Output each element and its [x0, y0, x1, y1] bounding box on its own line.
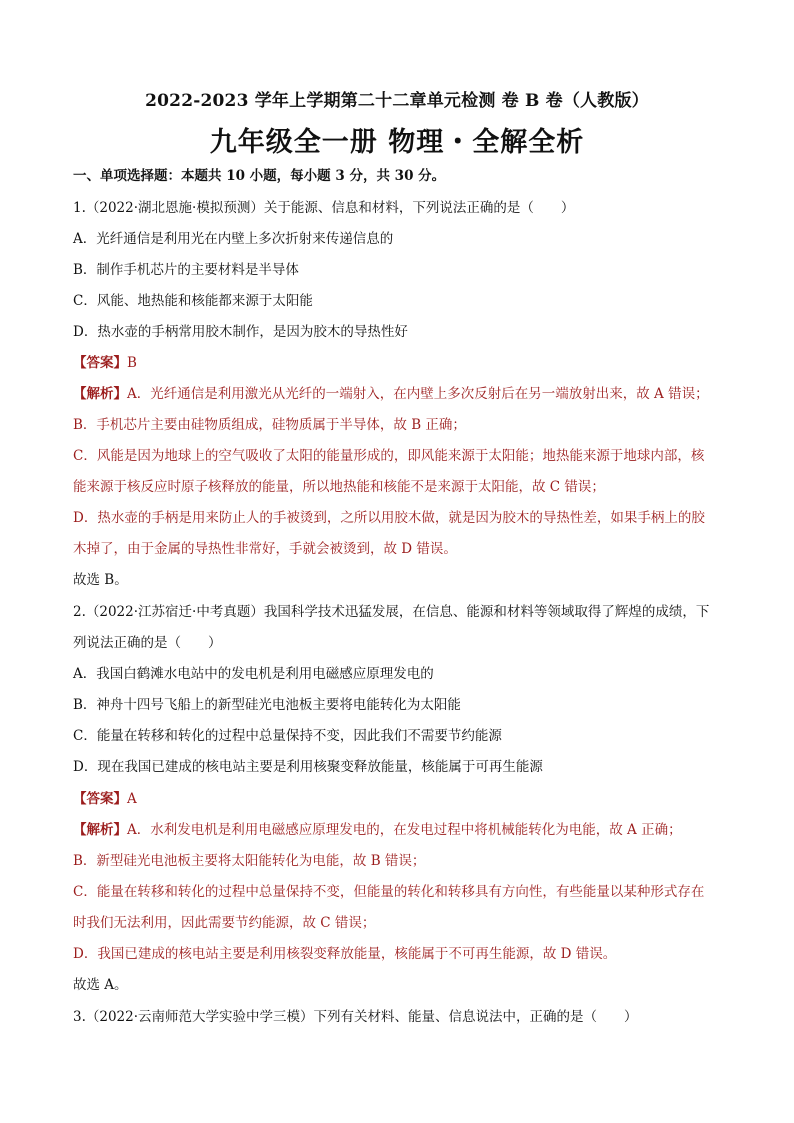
question-1-analysis-line: B．手机芯片主要由硅物质组成，硅物质属于半导体，故 B 正确； [73, 417, 466, 433]
question-1-option-a: A．光纤通信是利用光在内壁上多次折射来传递信息的 [73, 231, 394, 247]
question-1-option-b: B．制作手机芯片的主要材料是半导体 [73, 262, 299, 278]
question-1-analysis-line: D．热水壶的手柄是用来防止人的手被烫到，之所以用胶木做，就是因为胶木的导热性差，如果手柄上的胶 [73, 510, 705, 526]
answer-label: 【答案】 [73, 355, 127, 371]
question-2-option-d: D．现在我国已建成的核电站主要是利用核聚变释放能量，核能属于可再生能源 [73, 759, 543, 775]
question-1-analysis-line: 能来源于核反应时原子核释放的能量，所以地热能和核能不是来源于太阳能，故 C 错误； [73, 479, 605, 495]
question-2-option-a: A．我国白鹤滩水电站中的发电机是利用电磁感应原理发电的 [73, 666, 434, 682]
answer-value: B [127, 355, 137, 371]
question-1-analysis-line [73, 384, 729, 404]
question-1-answer [73, 353, 729, 373]
answer-label: 【答案】 [73, 791, 127, 807]
question-1-option-c: C．风能、地热能和核能都来源于太阳能 [73, 293, 313, 309]
question-1-option-d: D．热水壶的手柄常用胶木制作，是因为胶木的导热性好 [73, 324, 408, 340]
analysis-text: A．水利发电机是利用电磁感应原理发电的，在发电过程中将机械能转化为电能，故 A 正确； [127, 822, 682, 838]
question-2-analysis-line [73, 820, 729, 840]
section-heading: 一、单项选择题：本题共 10 小题，每小题 3 分，共 30 分。 [73, 168, 446, 184]
question-2-stem: 列说法正确的是（ ） [73, 635, 222, 651]
analysis-label: 【解析】 [73, 822, 127, 838]
question-2-option-b: B．神舟十四号飞船上的新型硅光电池板主要将电能转化为太阳能 [73, 697, 461, 713]
question-1-analysis-line: 木掉了，由于金属的导热性非常好，手就会被烫到，故 D 错误。 [73, 541, 457, 557]
question-3-stem: 3.（2022·云南师范大学实验中学三模）下列有关材料、能量、信息说法中，正确的是（ ） [73, 1009, 638, 1025]
question-1-conclusion: 故选 B。 [73, 572, 128, 588]
question-1-stem: 1.（2022·湖北恩施·模拟预测）关于能源、信息和材料，下列说法正确的是（ ） [73, 200, 575, 216]
document-title: 2022-2023 学年上学期第二十二章单元检测 卷 B 卷（人教版） [145, 91, 649, 111]
analysis-text: A．光纤通信是利用激光从光纤的一端射入，在内壁上多次反射后在另一端放射出来，故 A 错误； [127, 386, 709, 402]
answer-value: A [127, 791, 137, 807]
question-2-analysis-line: D．我国已建成的核电站主要是利用核裂变释放能量，核能属于不可再生能源，故 D 错误。 [73, 946, 617, 962]
question-2-option-c: C．能量在转移和转化的过程中总量保持不变，因此我们不需要节约能源 [73, 728, 502, 744]
question-1-analysis-line: C．风能是因为地球上的空气吸收了太阳的能量形成的，即风能来源于太阳能；地热能来源于地球内部，核 [73, 448, 705, 464]
analysis-label: 【解析】 [73, 386, 127, 402]
question-2-analysis-line: C．能量在转移和转化的过程中总量保持不变，但能量的转化和转移具有方向性，有些能量以某种形式存在 [73, 884, 705, 900]
document-subtitle: 九年级全一册 物理・全解全析 [209, 127, 585, 158]
question-2-conclusion: 故选 A。 [73, 977, 128, 993]
question-2-answer [73, 789, 729, 809]
question-2-stem: 2.（2022·江苏宿迁·中考真题）我国科学技术迅猛发展，在信息、能源和材料等领域取得了辉煌的成绩，下 [73, 604, 710, 620]
question-2-analysis-line: 时我们无法利用，因此需要节约能源，故 C 错误； [73, 915, 376, 931]
question-2-analysis-line: B．新型硅光电池板主要将太阳能转化为电能，故 B 错误； [73, 853, 426, 869]
